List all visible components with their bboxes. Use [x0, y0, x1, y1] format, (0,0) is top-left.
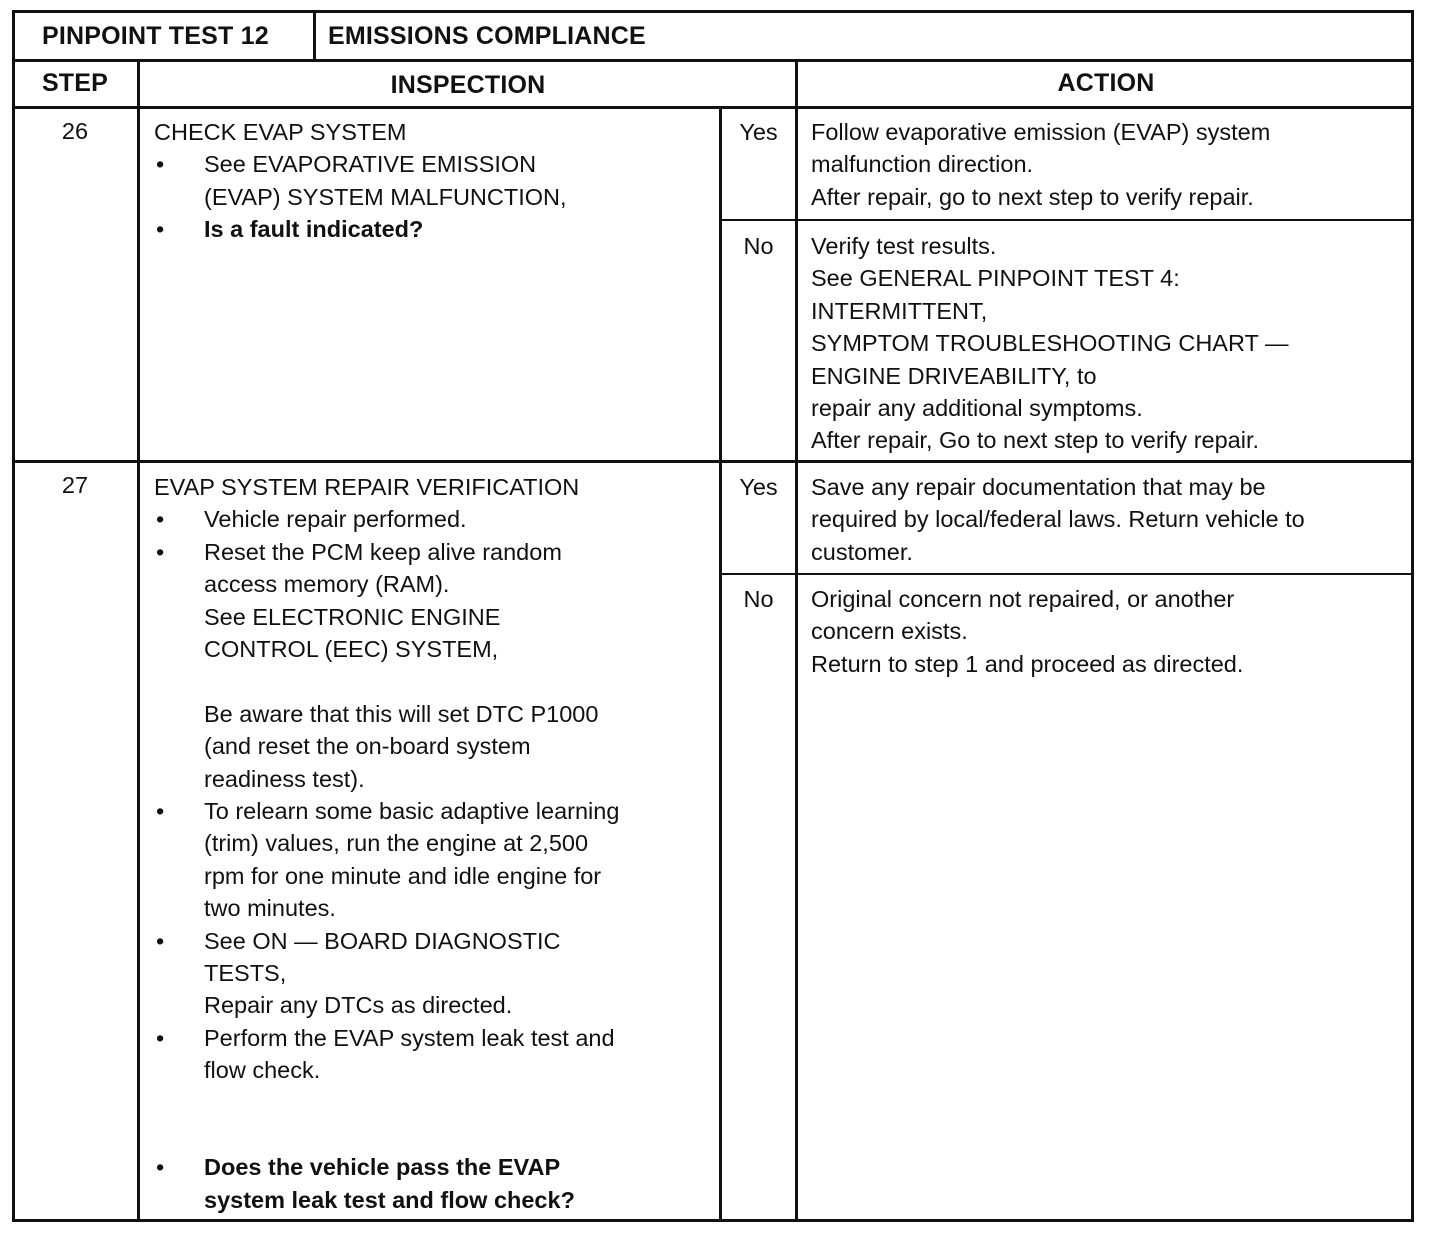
- divider: [137, 59, 140, 1222]
- divider: [719, 573, 1414, 575]
- paragraph-gap: [154, 1087, 714, 1119]
- step-inspection: [154, 471, 714, 1216]
- column-header-inspection: INSPECTION: [390, 71, 546, 99]
- column-header-action: ACTION: [1057, 69, 1155, 97]
- answer-no-label: No: [743, 586, 774, 612]
- bullet-icon: •: [156, 1024, 165, 1051]
- action-yes: Follow evaporative emission (EVAP) system malfunction direction. After repair, go to next step to verify repair.: [811, 119, 1271, 210]
- column-header-step: STEP: [41, 69, 109, 97]
- divider: [12, 460, 1414, 463]
- divider: [719, 219, 1414, 221]
- action-no: Verify test results. See GENERAL PINPOINT TEST 4: INTERMITTENT, SYMPTOM TROUBLESHOOTING CHART — ENGINE DRIVEABILITY, to repair any additional symptoms. After repair, Go to next step to verify repair.: [811, 233, 1289, 454]
- bullet-icon: •: [156, 538, 165, 565]
- inspection-bullet: • See ON — BOARD DIAGNOSTIC TESTS, Repair any DTCs as directed.: [154, 925, 714, 1022]
- bullet-icon: •: [156, 216, 165, 243]
- test-label: PINPOINT TEST 12: [42, 22, 269, 50]
- step-title: EVAP SYSTEM REPAIR VERIFICATION: [154, 474, 580, 500]
- answer-yes-label: Yes: [739, 119, 778, 145]
- bullet-icon: •: [156, 151, 165, 178]
- divider: [12, 106, 1414, 109]
- paragraph-gap: [154, 1119, 714, 1151]
- paragraph-gap: [204, 665, 714, 697]
- answer-no-label: No: [743, 233, 774, 259]
- step-title: CHECK EVAP SYSTEM: [154, 119, 407, 145]
- bullet-icon: •: [156, 927, 165, 954]
- inspection-bullet: • Is a fault indicated?: [154, 213, 714, 245]
- answer-yes-label: Yes: [739, 474, 778, 500]
- bullet-icon: •: [156, 798, 165, 825]
- bullet-icon: •: [156, 1154, 165, 1181]
- step-number: 27: [61, 472, 89, 498]
- inspection-bullet: • Vehicle repair performed.: [154, 503, 714, 535]
- inspection-bullet: • Reset the PCM keep alive random access memory (RAM). See ELECTRONIC ENGINE CONTROL (EEC) SYSTEM, Be aware that this will set DTC P1000 (and reset the on-board system readiness test).: [154, 536, 714, 795]
- divider: [719, 106, 722, 1222]
- test-title: EMISSIONS COMPLIANCE: [328, 22, 646, 50]
- inspection-bullet: • Does the vehicle pass the EVAP system leak test and flow check?: [154, 1151, 714, 1216]
- divider: [313, 10, 316, 61]
- inspection-bullet: • See EVAPORATIVE EMISSION (EVAP) SYSTEM MALFUNCTION,: [154, 148, 714, 213]
- inspection-bullet: • To relearn some basic adaptive learning (trim) values, run the engine at 2,500 rpm for one minute and idle engine for two minutes.: [154, 795, 714, 925]
- step-inspection: [154, 116, 714, 246]
- inspection-bullet: • Perform the EVAP system leak test and flow check.: [154, 1022, 714, 1087]
- step-number: 26: [61, 118, 89, 144]
- action-yes: Save any repair documentation that may be required by local/federal laws. Return vehicle to customer.: [811, 474, 1305, 565]
- divider: [12, 59, 1414, 62]
- action-no: Original concern not repaired, or another concern exists. Return to step 1 and proceed as directed.: [811, 586, 1244, 677]
- bullet-icon: •: [156, 506, 165, 533]
